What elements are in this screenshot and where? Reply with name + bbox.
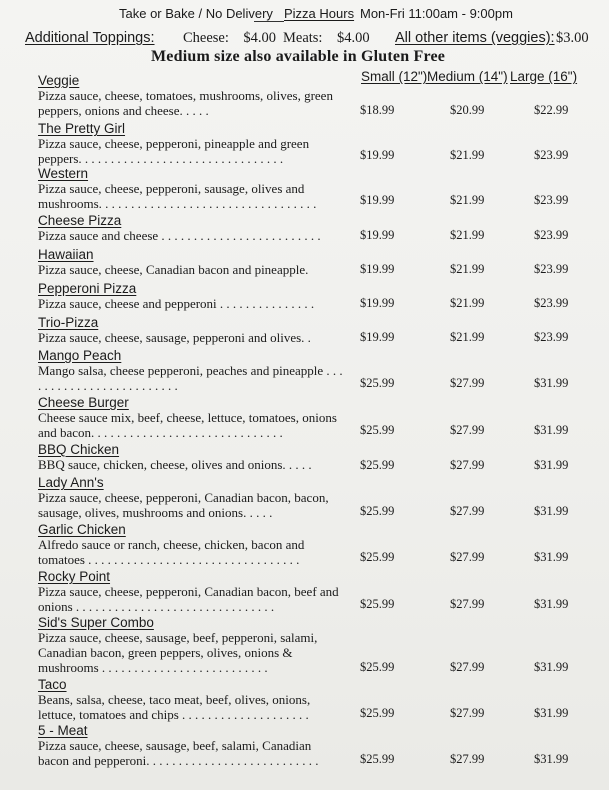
menu-item [38,724,598,768]
price-medium: $21.99 [450,148,485,162]
menu-item [38,616,598,675]
pizza-name: Cheese Burger [38,395,129,410]
menu-item [38,523,598,567]
menu-item [38,476,598,520]
pizza-description: Pizza sauce, cheese, sausage, beef, pepperoni, salami, Canadian bacon, green peppers, olives, onions & mushrooms . . . . . . . . . . . . . . . . . . . . . . . . . . [38,630,318,675]
pizza-name: Hawaiian [38,247,94,262]
price-small: $25.99 [360,376,395,390]
pizza-description: Pizza sauce, cheese, pepperoni, Canadian bacon, bacon, sausage, olives, mushrooms and onions. . . . . [38,490,329,520]
price-large: $31.99 [534,550,569,564]
price-small: $19.99 [360,262,395,276]
pizza-name: Pepperoni Pizza [38,281,137,296]
price-large: $31.99 [534,423,569,437]
price-large: $23.99 [534,296,569,310]
price-large: $31.99 [534,752,569,766]
pizza-description: Alfredo sauce or ranch, cheese, chicken, bacon and tomatoes . . . . . . . . . . . . . . . . . . . . . . . . . . . . . . . . . [38,537,305,567]
price-medium: $27.99 [450,458,485,472]
menu-item [38,678,598,722]
price-small: $18.99 [360,103,395,117]
pizza-name: Garlic Chicken [38,522,126,537]
price-small: $25.99 [360,504,395,518]
price-small: $25.99 [360,706,395,720]
service-note: Take or Bake / No Delivery [119,6,273,21]
price-large: $31.99 [534,597,569,611]
price-medium: $27.99 [450,597,485,611]
meats-price: $4.00 [336,30,370,46]
pizza-name: BBQ Chicken [38,442,120,457]
price-medium: $27.99 [450,376,485,390]
price-large: $22.99 [534,103,569,117]
pizza-description: Mango salsa, cheese pepperoni, peaches and pineapple . . . . . . . . . . . . . . . . . . . . . . . . . [38,363,343,393]
pizza-description: Pizza sauce, cheese, sausage, beef, salami, Canadian bacon and pepperoni. . . . . . . . . . . . . . . . . . . . . . . . . . . [38,738,319,768]
menu-item [38,248,598,277]
pizza-description: Pizza sauce, cheese, pepperoni, pineapple and green peppers. . . . . . . . . . . . . . . . . . . . . . . . . . . . . . . . [38,136,310,166]
price-large: $31.99 [534,376,569,390]
size-small-header: Small (12") [361,69,428,84]
price-small: $25.99 [360,458,395,472]
pizza-name: Mango Peach [38,348,122,363]
pizza-description: Pizza sauce, cheese, pepperoni, sausage, olives and mushrooms. . . . . . . . . . . . . . . . . . . . . . . . . . . . . . . . . . [38,181,317,211]
size-large-header: Large (16") [510,69,578,84]
pizza-description: Cheese sauce mix, beef, cheese, lettuce, tomatoes, onions and bacon. . . . . . . . . . . . . . . . . . . . . . . . . . . . . . [38,410,337,440]
price-small: $25.99 [360,660,395,674]
menu-item [38,122,598,166]
meats-label: Meats: [283,30,323,46]
other-toppings-label: All other items (veggies): [395,30,555,46]
menu-item [38,570,598,614]
price-small: $19.99 [360,228,395,242]
menu-item [38,214,598,243]
pizza-description: Pizza sauce, cheese, tomatoes, mushrooms, olives, green peppers, onions and cheese. . . . . [38,88,333,118]
hours-value: Mon-Fri 11:00am - 9:00pm [360,6,513,21]
price-medium: $21.99 [450,262,485,276]
price-small: $25.99 [360,752,395,766]
pizza-name: The Pretty Girl [38,121,126,136]
pizza-description: Pizza sauce, cheese and pepperoni . . . . . . . . . . . . . . . [38,296,315,311]
menu-item [38,282,598,311]
pizza-description: BBQ sauce, chicken, cheese, olives and onions. . . . . [38,457,312,472]
price-large: $31.99 [534,706,569,720]
price-medium: $27.99 [450,423,485,437]
price-small: $25.99 [360,423,395,437]
price-large: $23.99 [534,262,569,276]
menu-item [38,349,598,393]
menu-item [38,396,598,440]
menu-item [38,316,598,345]
price-small: $25.99 [360,597,395,611]
price-medium: $27.99 [450,752,485,766]
menu-item [38,74,598,118]
pizza-description: Pizza sauce, cheese, Canadian bacon and pineapple. [38,262,309,277]
price-medium: $27.99 [450,660,485,674]
price-medium: $27.99 [450,706,485,720]
pizza-name: Western [38,166,89,181]
pizza-name: Veggie [38,73,80,88]
price-large: $23.99 [534,148,569,162]
pizza-description: Beans, salsa, cheese, taco meat, beef, olives, onions, lettuce, tomatoes and chips . . . . . . . . . . . . . . . . . . . . [38,692,311,722]
price-medium: $21.99 [450,330,485,344]
price-large: $31.99 [534,660,569,674]
pizza-name: Lady Ann's [38,475,104,490]
menu-item [38,167,598,211]
hours-label: Pizza Hours [284,6,355,21]
price-large: $31.99 [534,458,569,472]
cheese-topping [183,30,276,47]
menu-item [38,443,598,472]
price-medium: $27.99 [450,550,485,564]
blank-underline [254,21,284,22]
pizza-description: Pizza sauce, cheese, pepperoni, Canadian bacon, beef and onions . . . . . . . . . . . . . . . . . . . . . . . . . . . . . . . [38,584,339,614]
pizza-name: Rocky Point [38,569,111,584]
price-medium: $21.99 [450,228,485,242]
price-large: $31.99 [534,504,569,518]
gluten-free-note: Medium size also available in Gluten Free [151,48,446,65]
size-medium-header: Medium (14") [427,69,508,84]
price-medium: $21.99 [450,296,485,310]
price-large: $23.99 [534,228,569,242]
price-large: $23.99 [534,330,569,344]
price-small: $19.99 [360,296,395,310]
toppings-label: Additional Toppings: [25,30,155,46]
pizza-name: Trio-Pizza [38,315,99,330]
meats-topping [283,30,370,47]
price-medium: $21.99 [450,193,485,207]
price-medium: $27.99 [450,504,485,518]
price-small: $19.99 [360,330,395,344]
price-small: $19.99 [360,193,395,207]
pizza-name: Sid's Super Combo [38,615,154,630]
price-medium: $20.99 [450,103,485,117]
pizza-name: Taco [38,677,67,692]
price-small: $19.99 [360,148,395,162]
other-toppings-price: $3.00 [556,30,589,46]
pizza-description: Pizza sauce, cheese, sausage, pepperoni and olives. . [38,330,311,345]
pizza-description: Pizza sauce and cheese . . . . . . . . . . . . . . . . . . . . . . . . . [38,228,321,243]
price-large: $23.99 [534,193,569,207]
cheese-price: $4.00 [243,30,277,46]
cheese-label: Cheese: [183,30,229,46]
pizza-name: Cheese Pizza [38,213,122,228]
pizza-name: 5 - Meat [38,723,88,738]
price-small: $25.99 [360,550,395,564]
